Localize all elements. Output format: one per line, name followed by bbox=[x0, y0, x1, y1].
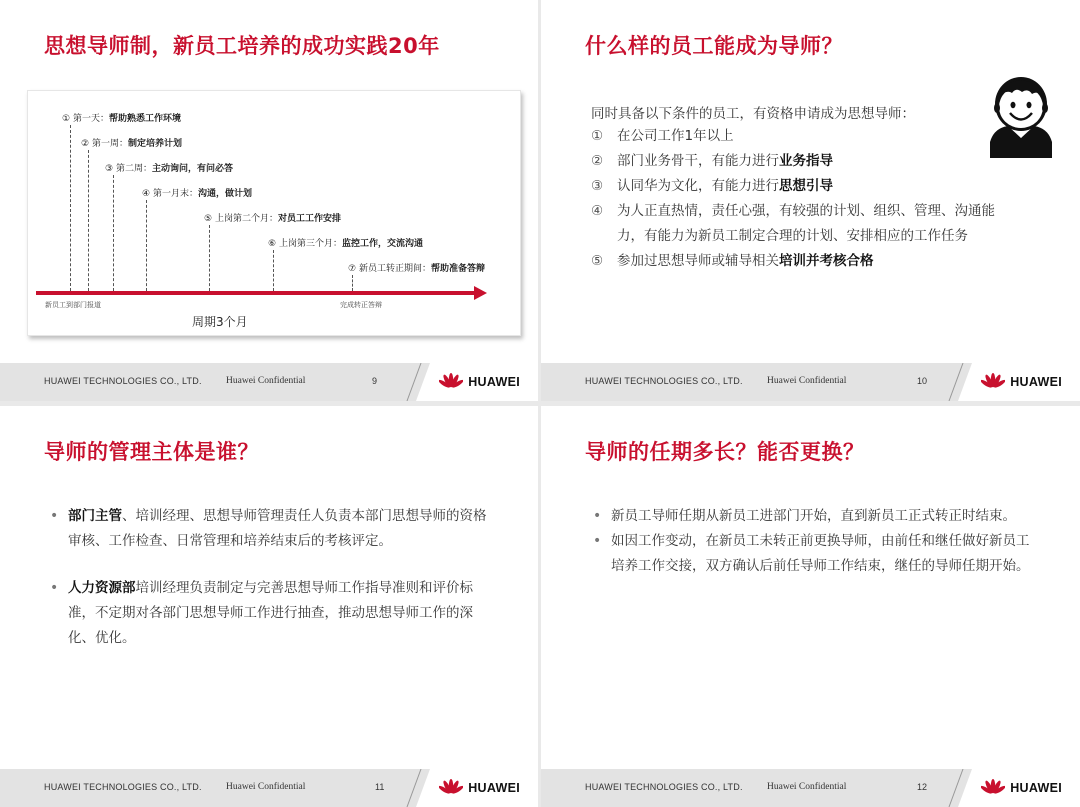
confidential-label: Huawei Confidential bbox=[767, 376, 847, 386]
page-number: 12 bbox=[917, 782, 928, 792]
slide-title: 导师的任期多长？能否更换？ bbox=[585, 440, 865, 464]
timeline-marker-line bbox=[146, 200, 147, 291]
slide-footer bbox=[541, 363, 1080, 401]
huawei-logo-text: HUAWEI bbox=[1010, 375, 1062, 389]
list-item: • 新员工导师任期从新员工进部门开始，直到新员工正式转正时结束。 bbox=[591, 504, 1041, 529]
list-item: ② 部门业务骨干，有能力进行业务指导 bbox=[591, 153, 833, 169]
list-item: • 如因工作变动，在新员工未转正前更换导师，由前任和继任做好新员工培养工作交接，双方确认后前任导师工作结束，继任的导师任期开始。 bbox=[591, 529, 1041, 579]
timeline-step-4: ④ 第一月末：沟通，做计划 bbox=[142, 189, 252, 199]
huawei-logo bbox=[981, 372, 1062, 392]
huawei-logo-text: HUAWEI bbox=[468, 781, 520, 795]
huawei-logo-text: HUAWEI bbox=[1010, 781, 1062, 795]
huawei-flower-icon bbox=[981, 372, 1005, 392]
company-name: HUAWEI TECHNOLOGIES CO., LTD. bbox=[585, 376, 743, 386]
huawei-flower-icon bbox=[439, 778, 463, 798]
slide-title: 思想导师制，新员工培养的成功实践20年 bbox=[44, 34, 440, 58]
huawei-logo bbox=[981, 778, 1062, 798]
list-item: • 人力资源部培训经理负责制定与完善思想导师工作指导准则和评价标准，不定期对各部门思想导师工作进行抽查，推动思想导师工作的深化、优化。 bbox=[48, 576, 498, 651]
confidential-label: Huawei Confidential bbox=[226, 376, 306, 386]
company-name: HUAWEI TECHNOLOGIES CO., LTD. bbox=[44, 376, 202, 386]
page-number: 11 bbox=[375, 782, 385, 792]
bullet-list bbox=[48, 504, 498, 673]
list-item: ③ 认同华为文化，有能力进行思想引导 bbox=[591, 178, 833, 194]
slide-footer bbox=[0, 363, 538, 401]
huawei-logo bbox=[439, 778, 520, 798]
timeline-start-label: 新员工到部门报道 bbox=[45, 301, 101, 309]
huawei-logo bbox=[439, 372, 520, 392]
timeline-step-2: ② 第一周：制定培养计划 bbox=[81, 139, 182, 149]
company-name: HUAWEI TECHNOLOGIES CO., LTD. bbox=[585, 782, 743, 792]
slide-12 bbox=[541, 406, 1080, 807]
list-item: ④ 为人正直热情，责任心强，有较强的计划、组织、管理、沟通能力，有能力为新员工制定合理的计划、安排相应的工作任务 bbox=[591, 203, 995, 244]
huawei-logo-text: HUAWEI bbox=[468, 375, 520, 389]
page-number: 9 bbox=[372, 376, 378, 386]
timeline-step-5: ⑤ 上岗第二个月：对员工工作安排 bbox=[204, 214, 341, 224]
timeline-marker-line bbox=[88, 150, 89, 291]
criteria-list bbox=[591, 124, 1021, 274]
timeline-step-3: ③ 第二周：主动询问，有问必答 bbox=[105, 164, 233, 174]
slide-footer bbox=[541, 769, 1080, 807]
timeline-end-label: 完成转正答辩 bbox=[340, 301, 382, 309]
intro-text: 同时具备以下条件的员工，有资格申请成为思想导师： bbox=[591, 106, 915, 122]
huawei-flower-icon bbox=[981, 778, 1005, 798]
list-item: ① 在公司工作1年以上 bbox=[591, 128, 734, 144]
timeline-step-6: ⑥ 上岗第三个月：监控工作，交流沟通 bbox=[268, 239, 423, 249]
timeline-marker-line bbox=[273, 250, 274, 291]
company-name: HUAWEI TECHNOLOGIES CO., LTD. bbox=[44, 782, 202, 792]
huawei-flower-icon bbox=[439, 372, 463, 392]
arrow-head-icon bbox=[474, 286, 487, 300]
timeline-marker-line bbox=[70, 125, 71, 291]
timeline-arrow bbox=[36, 291, 476, 295]
slide-title: 什么样的员工能成为导师？ bbox=[585, 34, 843, 58]
list-item: ⑤ 参加过思想导师或辅导相关培训并考核合格 bbox=[591, 253, 874, 269]
slide-footer bbox=[0, 769, 538, 807]
slide-title: 导师的管理主体是谁？ bbox=[44, 440, 259, 464]
confidential-label: Huawei Confidential bbox=[767, 782, 847, 792]
timeline-diagram bbox=[27, 90, 521, 336]
timeline-cycle-label: 周期3个月 bbox=[192, 315, 248, 329]
timeline-marker-line bbox=[113, 175, 114, 291]
bullet-list bbox=[591, 504, 1041, 579]
timeline-marker-line bbox=[209, 225, 210, 291]
confidential-label: Huawei Confidential bbox=[226, 782, 306, 792]
timeline-marker-line bbox=[352, 275, 353, 291]
slide-11 bbox=[0, 406, 538, 807]
slide-9 bbox=[0, 0, 538, 401]
timeline-step-1: ① 第一天：帮助熟悉工作环境 bbox=[62, 114, 181, 124]
list-item: • 部门主管、培训经理、思想导师管理责任人负责本部门思想导师的资格审核、工作检查、日常管理和培养结束后的考核评定。 bbox=[48, 504, 498, 554]
timeline-step-7: ⑦ 新员工转正期间：帮助准备答辩 bbox=[348, 264, 485, 274]
page-number: 10 bbox=[917, 376, 928, 386]
slide-10 bbox=[541, 0, 1080, 401]
